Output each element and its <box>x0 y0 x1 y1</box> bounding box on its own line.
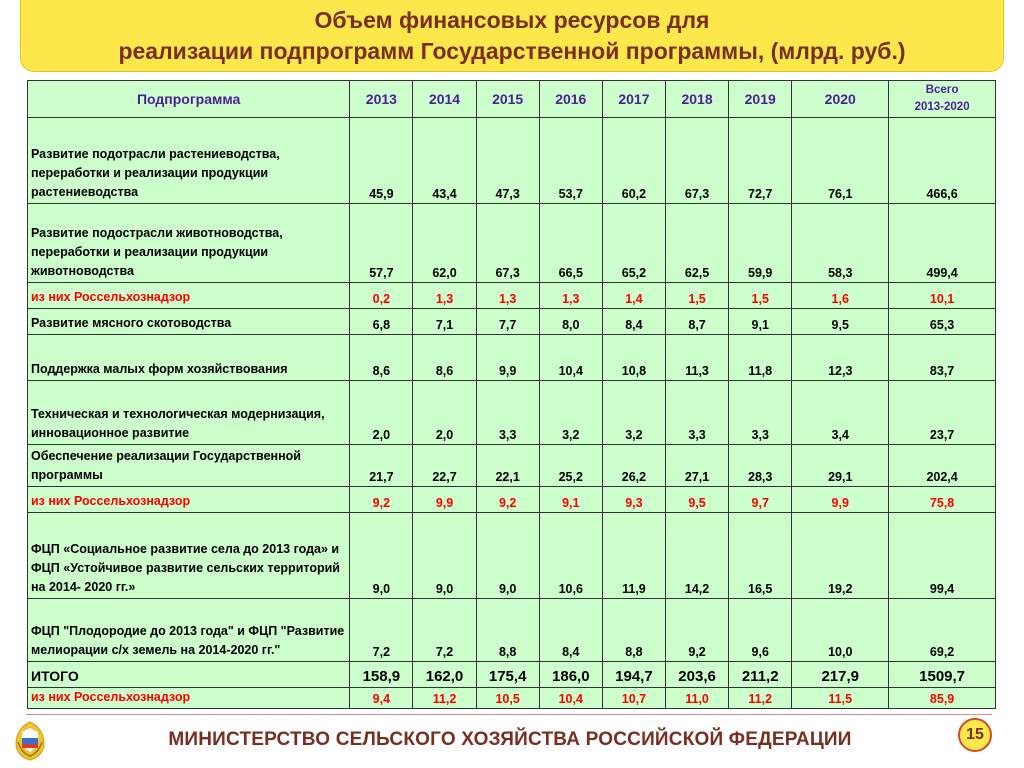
page-title-line-2: реализации подпрограмм Государственной программы, (млрд. руб.) <box>118 38 906 64</box>
cell-value: 3,4 <box>792 381 889 445</box>
cell-total: 83,7 <box>889 335 996 381</box>
cell-value: 8,8 <box>476 599 539 662</box>
finance-table <box>27 80 996 709</box>
cell-value: 9,1 <box>729 309 792 335</box>
row-name: ФЦП «Социальное развитие села до 2013 года» и ФЦП «Устойчивое развитие сельских территорий на 2014- 2020 гг.» <box>28 513 350 599</box>
cell-value: 25,2 <box>539 445 602 487</box>
cell-value: 10,4 <box>539 688 602 709</box>
cell-value: 16,5 <box>729 513 792 599</box>
cell-value: 8,0 <box>539 309 602 335</box>
row-name: Техническая и технологическая модернизация, инновационное развитие <box>28 381 350 445</box>
cell-total: 202,4 <box>889 445 996 487</box>
cell-value: 11,3 <box>666 335 729 381</box>
cell-value: 3,3 <box>476 381 539 445</box>
cell-value: 60,2 <box>602 118 665 204</box>
cell-total: 23,7 <box>889 381 996 445</box>
cell-value: 29,1 <box>792 445 889 487</box>
cell-value: 1,5 <box>666 283 729 309</box>
cell-value: 9,5 <box>792 309 889 335</box>
cell-value: 9,6 <box>729 599 792 662</box>
cell-value: 0,2 <box>350 283 413 309</box>
cell-value: 22,1 <box>476 445 539 487</box>
cell-total: 65,3 <box>889 309 996 335</box>
cell-value: 47,3 <box>476 118 539 204</box>
cell-value: 14,2 <box>666 513 729 599</box>
cell-total: 99,4 <box>889 513 996 599</box>
cell-value: 1,5 <box>729 283 792 309</box>
cell-total: 1509,7 <box>889 662 996 688</box>
cell-total: 499,4 <box>889 204 996 283</box>
cell-value: 8,7 <box>666 309 729 335</box>
header-year: 2015 <box>476 81 539 118</box>
row-name: Развитие подострасли животноводства, переработки и реализации продукции животноводства <box>28 204 350 283</box>
cell-total: 75,8 <box>889 487 996 513</box>
cell-value: 6,8 <box>350 309 413 335</box>
cell-value: 9,0 <box>476 513 539 599</box>
page-number-badge: 15 <box>958 718 992 752</box>
cell-value: 62,0 <box>413 204 476 283</box>
cell-value: 27,1 <box>666 445 729 487</box>
cell-value: 158,9 <box>350 662 413 688</box>
cell-value: 22,7 <box>413 445 476 487</box>
cell-value: 1,6 <box>792 283 889 309</box>
cell-value: 12,3 <box>792 335 889 381</box>
cell-value: 10,6 <box>539 513 602 599</box>
row-name: Поддержка малых форм хозяйствования <box>28 335 350 381</box>
cell-value: 76,1 <box>792 118 889 204</box>
cell-value: 7,1 <box>413 309 476 335</box>
cell-value: 1,3 <box>476 283 539 309</box>
subrow-rosselkhoznadzor <box>28 283 996 309</box>
cell-value: 9,4 <box>350 688 413 709</box>
header-year: 2016 <box>539 81 602 118</box>
header-subprogram: Подпрограмма <box>28 81 350 118</box>
cell-value: 9,2 <box>666 599 729 662</box>
cell-value: 1,3 <box>413 283 476 309</box>
cell-value: 67,3 <box>666 118 729 204</box>
cell-value: 8,4 <box>539 599 602 662</box>
cell-value: 62,5 <box>666 204 729 283</box>
ministry-name: МИНИСТЕРСТВО СЕЛЬСКОГО ХОЗЯЙСТВА РОССИЙСКОЙ ФЕДЕРАЦИИ <box>168 729 852 750</box>
cell-value: 58,3 <box>792 204 889 283</box>
cell-value: 8,6 <box>350 335 413 381</box>
cell-value: 3,3 <box>666 381 729 445</box>
header-year: 2018 <box>666 81 729 118</box>
title-banner <box>20 0 1004 72</box>
table-row <box>28 513 996 599</box>
cell-value: 9,9 <box>476 335 539 381</box>
cell-total: 10,1 <box>889 283 996 309</box>
cell-value: 72,7 <box>729 118 792 204</box>
cell-value: 26,2 <box>602 445 665 487</box>
cell-value: 9,2 <box>350 487 413 513</box>
table-row <box>28 204 996 283</box>
cell-value: 8,6 <box>413 335 476 381</box>
cell-value: 194,7 <box>602 662 665 688</box>
cell-value: 8,4 <box>602 309 665 335</box>
table-row <box>28 335 996 381</box>
header-year: 2013 <box>350 81 413 118</box>
cell-value: 9,2 <box>476 487 539 513</box>
cell-value: 9,5 <box>666 487 729 513</box>
cell-total: 466,6 <box>889 118 996 204</box>
cell-value: 8,8 <box>602 599 665 662</box>
cell-value: 3,3 <box>729 381 792 445</box>
cell-value: 7,2 <box>350 599 413 662</box>
cell-value: 10,0 <box>792 599 889 662</box>
cell-value: 1,3 <box>539 283 602 309</box>
cell-value: 53,7 <box>539 118 602 204</box>
page-title-line-1: Объем финансовых ресурсов для <box>314 7 710 33</box>
footer-divider <box>26 714 992 715</box>
table-row <box>28 118 996 204</box>
cell-value: 10,5 <box>476 688 539 709</box>
cell-value: 9,9 <box>413 487 476 513</box>
cell-value: 217,9 <box>792 662 889 688</box>
cell-value: 11,2 <box>413 688 476 709</box>
table-row <box>28 381 996 445</box>
cell-value: 2,0 <box>413 381 476 445</box>
total-row <box>28 662 996 688</box>
cell-total: 69,2 <box>889 599 996 662</box>
subrow-rosselkhoznadzor <box>28 688 996 709</box>
cell-value: 11,2 <box>729 688 792 709</box>
cell-total: 85,9 <box>889 688 996 709</box>
cell-value: 9,0 <box>350 513 413 599</box>
cell-value: 11,0 <box>666 688 729 709</box>
cell-value: 66,5 <box>539 204 602 283</box>
row-name: ФЦП "Плодородие до 2013 года" и ФЦП "Развитие мелиорации с/х земель на 2014-2020 гг." <box>28 599 350 662</box>
cell-value: 67,3 <box>476 204 539 283</box>
header-year: 2020 <box>792 81 889 118</box>
cell-value: 19,2 <box>792 513 889 599</box>
row-name: Развитие мясного скотоводства <box>28 309 350 335</box>
cell-value: 9,0 <box>413 513 476 599</box>
cell-value: 203,6 <box>666 662 729 688</box>
cell-value: 10,8 <box>602 335 665 381</box>
row-name: Обеспечение реализации Государственной программы <box>28 445 350 487</box>
cell-value: 28,3 <box>729 445 792 487</box>
table-row <box>28 309 996 335</box>
cell-value: 211,2 <box>729 662 792 688</box>
ministry-logo-icon <box>8 718 52 762</box>
cell-value: 45,9 <box>350 118 413 204</box>
header-year: 2019 <box>729 81 792 118</box>
cell-value: 11,8 <box>729 335 792 381</box>
cell-value: 11,5 <box>792 688 889 709</box>
cell-value: 10,7 <box>602 688 665 709</box>
cell-value: 9,9 <box>792 487 889 513</box>
cell-value: 43,4 <box>413 118 476 204</box>
table-header-row <box>28 81 996 118</box>
row-name: из них Россельхознадзор <box>28 688 350 709</box>
subrow-rosselkhoznadzor <box>28 487 996 513</box>
cell-value: 3,2 <box>602 381 665 445</box>
cell-value: 3,2 <box>539 381 602 445</box>
cell-value: 57,7 <box>350 204 413 283</box>
header-total: Всего 2013-2020 <box>889 81 996 118</box>
row-name: ИТОГО <box>28 662 350 688</box>
cell-value: 21,7 <box>350 445 413 487</box>
cell-value: 162,0 <box>413 662 476 688</box>
header-year: 2017 <box>602 81 665 118</box>
row-name: из них Россельхознадзор <box>28 283 350 309</box>
cell-value: 9,3 <box>602 487 665 513</box>
cell-value: 2,0 <box>350 381 413 445</box>
cell-value: 11,9 <box>602 513 665 599</box>
cell-value: 186,0 <box>539 662 602 688</box>
header-year: 2014 <box>413 81 476 118</box>
cell-value: 1,4 <box>602 283 665 309</box>
cell-value: 7,7 <box>476 309 539 335</box>
cell-value: 7,2 <box>413 599 476 662</box>
table-body <box>28 118 996 709</box>
cell-value: 9,1 <box>539 487 602 513</box>
table-row <box>28 599 996 662</box>
cell-value: 175,4 <box>476 662 539 688</box>
cell-value: 65,2 <box>602 204 665 283</box>
cell-value: 10,4 <box>539 335 602 381</box>
table-row <box>28 445 996 487</box>
cell-value: 59,9 <box>729 204 792 283</box>
row-name: из них Россельхознадзор <box>28 487 350 513</box>
row-name: Развитие подотрасли растениеводства, переработки и реализации продукции растениеводства <box>28 118 350 204</box>
cell-value: 9,7 <box>729 487 792 513</box>
